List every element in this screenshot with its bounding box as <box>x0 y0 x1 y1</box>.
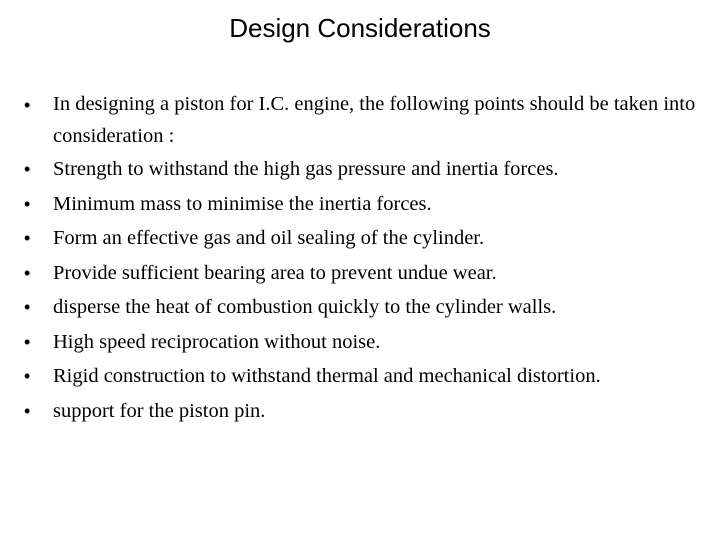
bullet-icon: • <box>24 400 31 421</box>
list-item-text: Minimum mass to minimise the inertia forces. <box>53 192 432 215</box>
list-item-text: Provide sufficient bearing area to prevent undue wear. <box>53 261 497 284</box>
list-item <box>24 290 704 325</box>
list-item <box>24 325 704 360</box>
bullet-list <box>24 88 704 428</box>
bullet-icon: • <box>24 228 31 248</box>
bullet-icon: • <box>24 297 31 317</box>
bullet-icon: • <box>24 366 31 386</box>
list-item <box>24 359 704 394</box>
list-item-text: High speed reciprocation without noise. <box>53 330 381 353</box>
list-item-text: In designing a piston for I.C. engine, the following points should be taken into consideration : <box>53 93 696 147</box>
bullet-icon: • <box>24 262 31 283</box>
bullet-icon: • <box>24 159 31 179</box>
list-item <box>24 152 704 187</box>
list-item-text: Form an effective gas and oil sealing of the cylinder. <box>53 227 485 249</box>
list-item <box>24 221 704 256</box>
list-item-text: Strength to withstand the high gas pressure and inertia forces. <box>53 158 559 180</box>
bullet-icon: • <box>24 331 31 352</box>
list-item <box>24 88 704 152</box>
list-item-text: support for the piston pin. <box>53 399 266 422</box>
bullet-icon: • <box>24 193 31 214</box>
list-item-text: Rigid construction to withstand thermal and mechanical distortion. <box>53 365 601 387</box>
slide-title: Design Considerations <box>229 13 491 43</box>
list-item <box>24 394 704 429</box>
list-item <box>24 187 704 222</box>
list-item <box>24 256 704 291</box>
list-item-text: disperse the heat of combustion quickly to the cylinder walls. <box>53 296 557 318</box>
bullet-icon: • <box>24 95 31 115</box>
